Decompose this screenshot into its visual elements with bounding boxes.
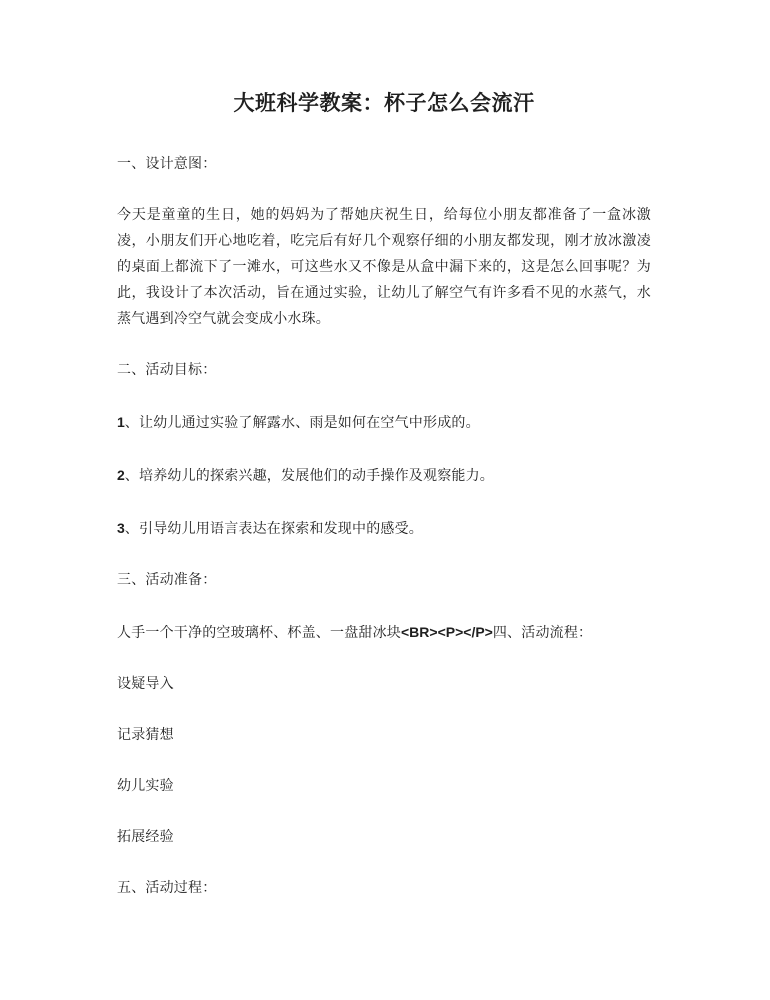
paragraph — [117, 876, 651, 902]
text-segment: 、让幼儿通过实验了解露水、雨是如何在空气中形成的。 — [124, 416, 480, 431]
paragraph — [117, 774, 651, 800]
paragraph — [117, 203, 651, 333]
text-segment: 拓展经验 — [117, 830, 174, 845]
text-segment: 幼儿实验 — [117, 779, 174, 794]
literal-markup-text: 3 — [117, 520, 125, 536]
literal-markup-text: 1 — [117, 414, 125, 430]
text-segment: 三、活动准备： — [117, 573, 217, 588]
paragraph — [117, 672, 651, 698]
text-segment: 一、设计意图： — [117, 157, 217, 172]
text-segment: 、引导幼儿用语言表达在探索和发现中的感受。 — [124, 522, 423, 537]
document-body — [117, 152, 651, 902]
paragraph — [117, 723, 651, 749]
paragraph — [117, 152, 651, 178]
literal-markup-text: <BR><P></P> — [401, 624, 493, 640]
text-segment: 今天是童童的生日，她的妈妈为了帮她庆祝生日，给每位小朋友都准备了一盒冰激凌，小朋友们开心地吃着，吃完后有好几个观察仔细的小朋友都发现，刚才放冰激凌的桌面上都流下了一滩水，可这些水又不像是从盒中漏下来的，这是怎么回事呢？为此，我设计了本次活动，旨在通过实验，让幼儿了解空气有许多看不见的水蒸气，水蒸气遇到冷空气就会变成小水珠。 — [117, 208, 651, 327]
text-segment: 人手一个干净的空玻璃杯、杯盖、一盘甜冰块 — [117, 626, 401, 641]
text-segment: 设疑导入 — [117, 677, 174, 692]
paragraph — [117, 515, 651, 543]
paragraph — [117, 462, 651, 490]
paragraph — [117, 409, 651, 437]
document-title: 大班科学教案：杯子怎么会流汗 — [233, 91, 535, 115]
text-segment: 五、活动过程： — [117, 881, 217, 896]
paragraph — [117, 619, 651, 647]
text-segment: 四、活动流程： — [492, 626, 593, 641]
paragraph — [117, 825, 651, 851]
paragraph — [117, 568, 651, 594]
literal-markup-text: 2 — [117, 467, 125, 483]
text-segment: 二、活动目标： — [117, 363, 217, 378]
paragraph — [117, 358, 651, 384]
text-segment: 记录猜想 — [117, 728, 174, 743]
text-segment: 、培养幼儿的探索兴趣，发展他们的动手操作及观察能力。 — [124, 469, 494, 484]
